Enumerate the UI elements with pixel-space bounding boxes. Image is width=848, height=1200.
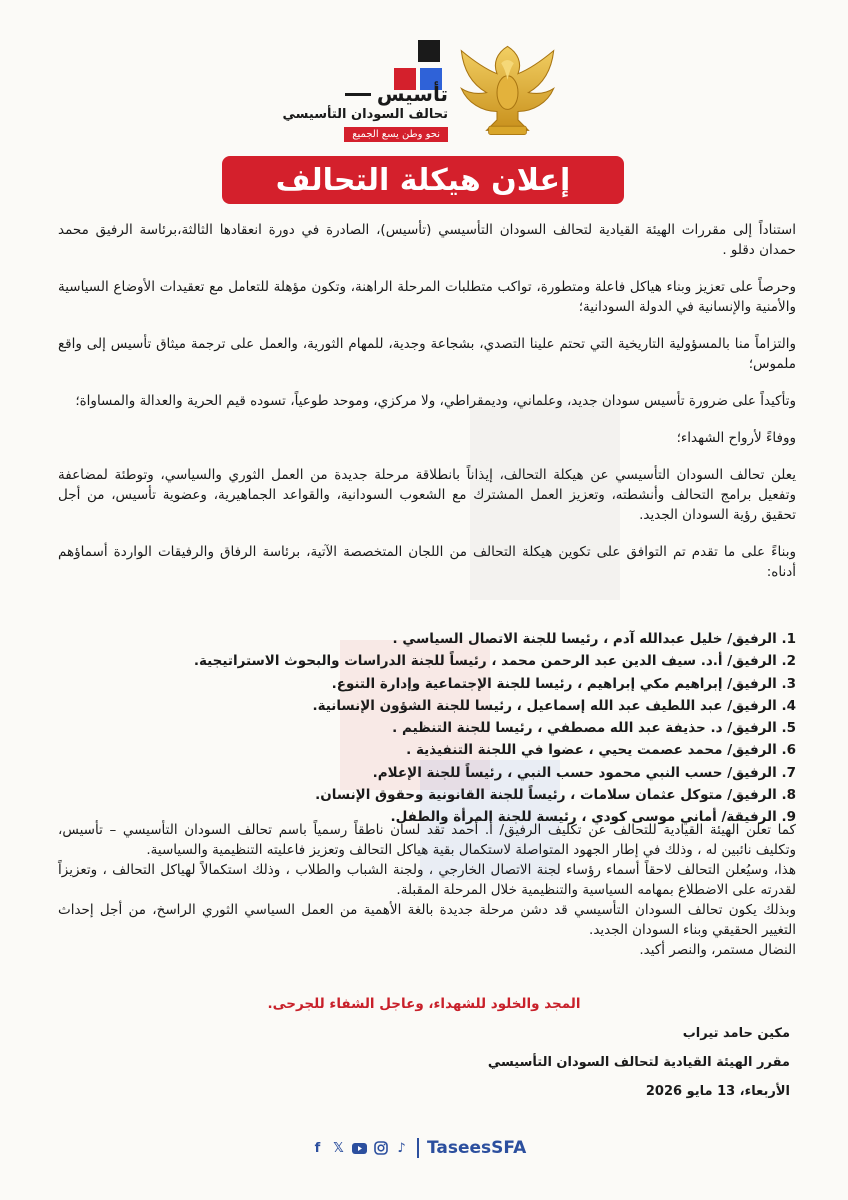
facebook-icon[interactable]: f [314, 1140, 321, 1156]
alliance-name: تحالف السودان التأسيسي [282, 107, 448, 122]
list-item: 5. الرفيق/ د. حذيفة عبد الله مصطفي ، رئيسا للجنة التنظيم . [392, 720, 796, 737]
paragraph: وبناءً على ما تقدم تم التوافق على تكوين هيكلة التحالف من اللجان المتخصصة الآتية، برئاسة الرفاق والرفيقات الواردة أسماؤهم أدناه: [58, 544, 796, 580]
paragraph: وتأكيداً على ضرورة تأسيس سودان جديد، وعلماني، وديمقراطي، ولا مركزي، وموحد طوعياً، تسوده قيم الحرية والعدالة والمساواة؛ [75, 393, 796, 409]
list-item: 7. الرفيق/ حسب النبي محمود حسب النبي ، رئيساً للجنة الإعلام. [372, 764, 796, 781]
logo-text [283, 82, 448, 142]
preamble [58, 220, 796, 599]
list-item: 3. الرفيق/ إبراهيم مكي إبراهيم ، رئيسا للجنة الإجتماعية وإدارة التنوع. [331, 675, 796, 692]
committee-list [58, 628, 796, 829]
brand-bar [345, 93, 371, 96]
paragraph: وحرصاً على تعزيز وبناء هياكل فاعلة ومتطورة، تواكب متطلبات المرحلة الراهنة، وتكون مؤهلة للتعامل مع تعقيدات الأوضاع السياسية والأمنية والإنسانية في الدولة السودانية؛ [58, 279, 796, 315]
signature-block [488, 1026, 790, 1113]
page-title: إعلان هيكلة التحالف [222, 156, 624, 204]
brand-name: تأسيس [376, 82, 448, 106]
x-icon[interactable]: 𝕏 [333, 1140, 344, 1156]
footer-divider [417, 1138, 419, 1158]
list-item: 4. الرفيق/ عبد اللطيف عبد الله إسماعيل ، رئيسا للجنة الشؤون الإنسانية. [312, 697, 796, 714]
tiktok-icon[interactable]: ♪ [397, 1140, 406, 1156]
paragraph: استناداً إلى مقررات الهيئة القيادية لتحالف السودان التأسيسي (تأسيس)، الصادرة في دورة انعقادها الثالثة،برئاسة الرفيق محمد حمدان دقلو . [58, 222, 796, 258]
secretary-bird-emblem-icon [455, 38, 560, 143]
brand-name-row [283, 82, 448, 106]
footer [310, 1134, 550, 1162]
paragraph: هذا، وسيُعلن التحالف لاحقاً أسماء رؤساء لجنة الاتصال الخارجي ، ولجنة الشباب والطلاب ، وذلك استكمالاً لهياكل التحالف ، وتعزيزاً لقدرته على الاضطلاع بمهامه السياسية والتنظيمية خلال المرحلة المقبلة. [58, 862, 796, 898]
logo-block-black [418, 40, 440, 62]
letterhead [0, 30, 848, 145]
list-item: 9. الرفيقة/ أماني موسى كودي ، رئيسة للجنة المرأة والطفل. [390, 809, 796, 826]
instagram-icon[interactable] [373, 1141, 388, 1156]
paragraph: ووفاءً لأرواح الشهداء؛ [676, 430, 796, 446]
list-item: 2. الرفيق/ أ.د. سيف الدين عبد الرحمن محمد ، رئيساً للجنة الدراسات والبحوث الاستراتيجية. [193, 653, 796, 670]
paragraph: النضال مستمر، والنصر أكيد. [639, 942, 796, 958]
paragraph: والتزاماً منا بالمسؤولية التاريخية التي تحتم علينا التصدي، بشجاعة وجدية، للمهام الثورية، والعمل على ترجمة ميثاق تأسيس إلى واقع ملموس؛ [58, 336, 796, 372]
title-banner [222, 156, 624, 204]
list-item: 6. الرفيق/ محمد عصمت يحيي ، عضوا في اللجنة التنفيذية . [406, 742, 796, 759]
list-item: 8. الرفيق/ متوكل عثمان سلامات ، رئيساً للجنة القانونية وحقوق الإنسان. [315, 787, 796, 804]
youtube-icon[interactable] [352, 1141, 367, 1156]
signatory-name: مكين حامد تيراب [682, 1026, 790, 1041]
paragraph: كما تعلن الهيئة القيادية للتحالف عن تكليف الرفيق/ أ. أحمد تقد لسان ناطقاً رسمياً باسم تحالف السودان التأسيسي – تأسيس، وتكليف نائبين له ، وذلك في إطار الجهود المتواصلة لاستكمال بقية هياكل التحالف وتعزيز فاعليته التنظيمية والسياسية. [58, 822, 796, 858]
paragraph: وبذلك يكون تحالف السودان التأسيسي قد دشن مرحلة جديدة بالغة الأهمية من العمل السياسي الثوري الراسخ، من أجل إحداث التغيير الحقيقي وبناء السودان الجديد. [58, 902, 796, 938]
paragraph: يعلن تحالف السودان التأسيسي عن هيكلة التحالف، إيذاناً بانطلاقة مرحلة جديدة من العمل الثوري والسياسي، وتوطئة لمضاعفة وتفعيل برامج التحالف وأنشطته، وتعزيز العمل المشترك مع الشعوب السودانية، والقواعد الجماهيرية، وعضوية تأسيس، من أجل تحقيق رؤية السودان الجديد. [58, 467, 796, 523]
list-item: 1. الرفيق/ خليل عبدالله آدم ، رئيسا للجنة الاتصال السياسي . [392, 631, 796, 647]
signatory-role: مقرر الهيئة القيادية لتحالف السودان التأسيسي [487, 1055, 790, 1070]
social-handle[interactable]: TaseesSFA [427, 1138, 527, 1158]
slogan: نحو وطن يسع الجميع [344, 127, 448, 142]
closing-salute: المجد والخلود للشهداء، وعاجل الشفاء للجرحى. [267, 996, 581, 1012]
document-date: الأربعاء، 13 مايو 2026 [645, 1084, 790, 1099]
social-icons [310, 1141, 409, 1156]
closing-section [58, 820, 796, 960]
